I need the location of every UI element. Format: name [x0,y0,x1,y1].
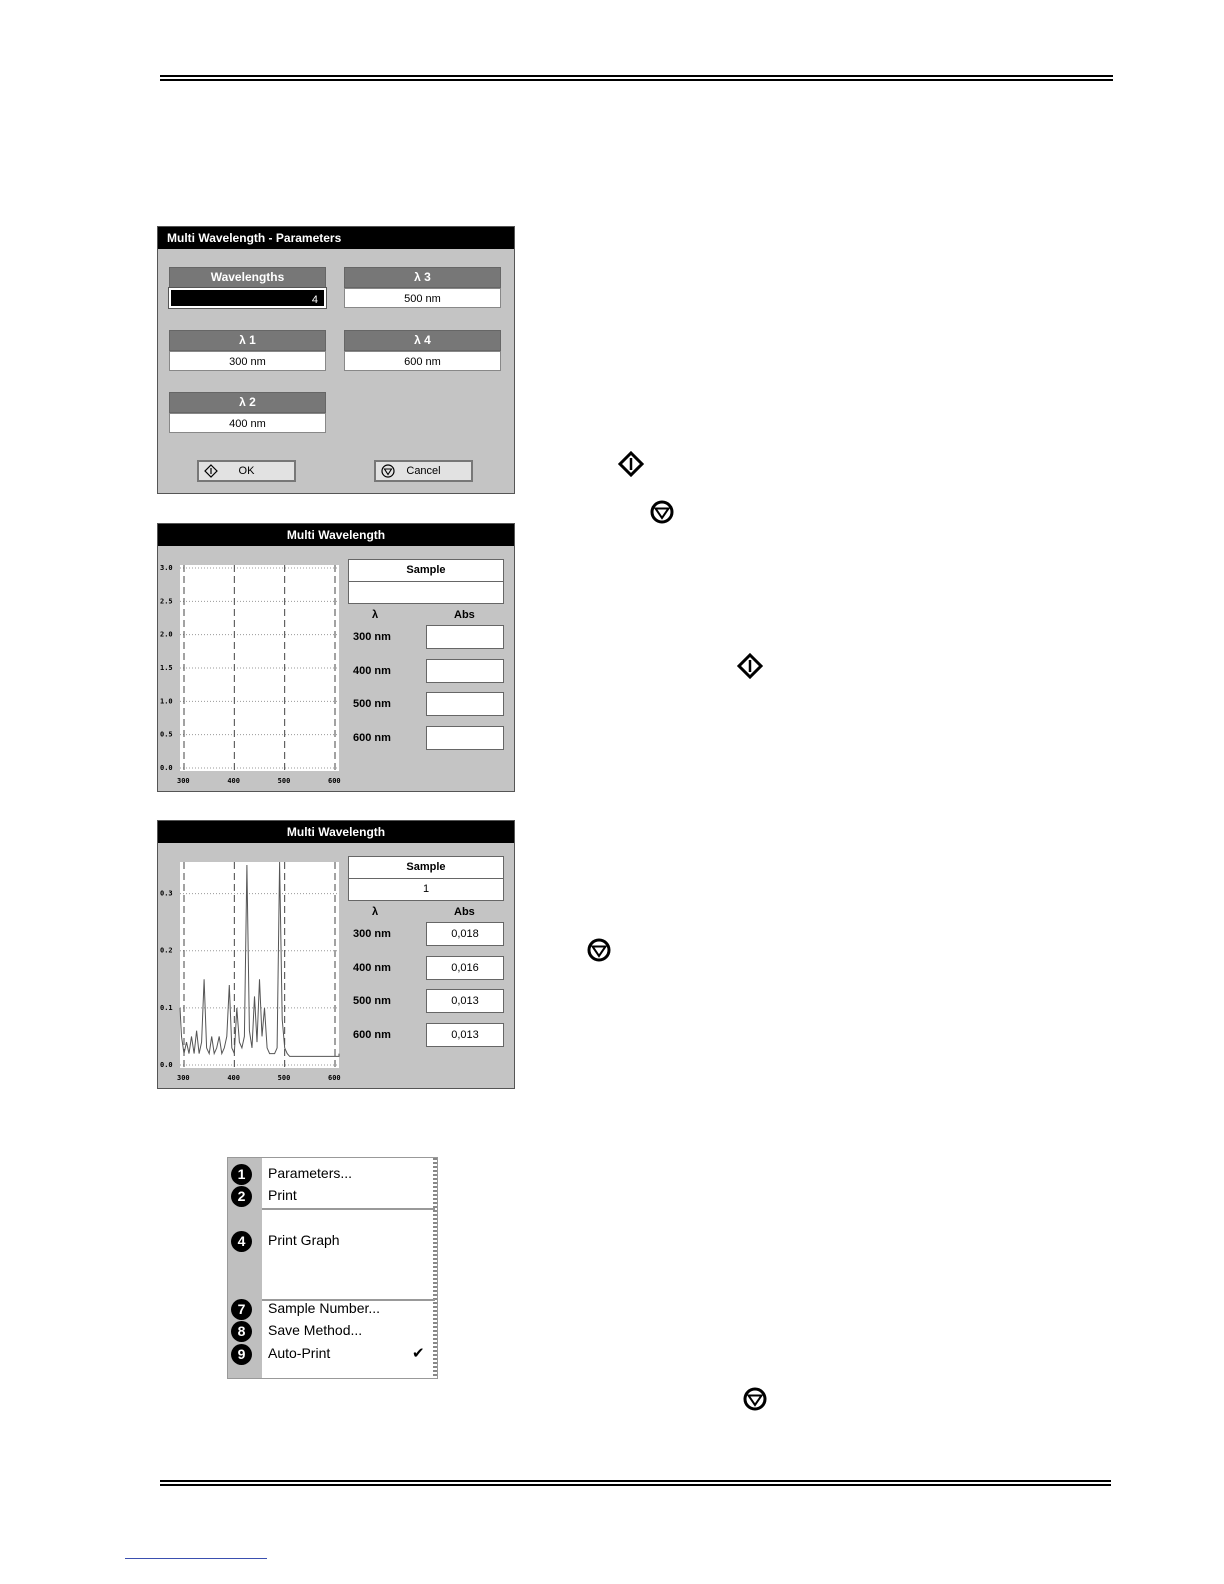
wavelengths-value[interactable]: 4 [169,288,326,308]
lambda-3-value[interactable]: 500 nm [344,288,501,308]
menu-item-sample-number[interactable] [228,1298,437,1320]
header-rule-1 [160,75,1113,77]
wavelengths-field[interactable] [169,267,326,308]
lambda-2-value[interactable]: 400 nm [169,413,326,433]
parameters-title: Multi Wavelength - Parameters [158,227,514,249]
stop-circle-icon [742,1386,768,1412]
header-rule-2 [160,79,1113,81]
menu-item-save-method[interactable] [228,1320,437,1342]
empty-screen-title: Multi Wavelength [158,524,514,546]
parameters-screen [157,226,515,494]
result-graph-y-tick-label: 0.2 [160,946,173,955]
result-graph-x-tick-label: 600 [328,1074,341,1082]
stop-circle-icon [586,937,612,963]
empty-row-2-wl: 400 nm [353,665,391,677]
empty-row-1-abs [426,625,504,649]
empty-sample-header: Sample [348,559,504,582]
footer-rule-2 [160,1484,1111,1486]
stop-circle-icon [381,464,395,478]
menu-item-print[interactable] [228,1185,437,1207]
empty-graph-y-tick-label: 2.0 [160,630,173,639]
result-row-4-abs: 0,013 [426,1023,504,1047]
result-row-3-wl: 500 nm [353,995,391,1007]
menu-item-print-graph[interactable] [228,1230,437,1252]
run-diamond-icon [618,451,644,477]
empty-row-3-wl: 500 nm [353,698,391,710]
result-graph-x-tick-label: 400 [227,1074,240,1082]
empty-row-1-wl: 300 nm [353,631,391,643]
lambda-1-value[interactable]: 300 nm [169,351,326,371]
result-absorbance-graph [158,821,348,1090]
empty-graph-x-tick-label: 600 [328,777,341,785]
empty-graph-y-tick-label: 0.0 [160,764,173,772]
menu-item-print-label: Print [268,1187,297,1203]
empty-row-2-abs [426,659,504,683]
lambda-4-label: λ 4 [344,330,501,351]
result-row-1-abs: 0,018 [426,922,504,946]
result-row-2-abs: 0,016 [426,956,504,980]
footer-rule-1 [160,1480,1111,1482]
empty-col-lambda: λ [372,609,379,621]
empty-graph-x-tick-label: 500 [277,777,291,785]
stop-circle-icon [649,499,675,525]
empty-graph-y-tick-label: 1.5 [160,664,173,672]
empty-graph-y-tick-label: 0.5 [160,730,173,739]
result-graph-y-tick-label: 0.0 [160,1061,173,1069]
empty-graph-y-tick-label: 1.0 [160,697,173,706]
footer-link-underline [125,1558,267,1559]
empty-graph-y-tick-label: 2.5 [160,597,173,606]
menu-item-print-graph-label: Print Graph [268,1232,340,1248]
ok-label: OK [238,465,255,477]
empty-graph-y-tick-label: 3.0 [160,564,173,572]
result-graph-x-tick-label: 300 [177,1074,190,1082]
result-row-3-abs: 0,013 [426,989,504,1013]
menu-item-auto-print[interactable] [228,1343,437,1365]
result-sample-header: Sample [348,856,504,879]
result-graph-plot-area [180,862,339,1068]
result-graph-x-tick-label: 500 [277,1074,291,1082]
result-screen-title: Multi Wavelength [158,821,514,843]
lambda-2-label: λ 2 [169,392,326,413]
menu-item-auto-print-label: Auto-Print [268,1345,331,1361]
result-row-1-wl: 300 nm [353,928,391,940]
number-7-icon: 7 [231,1299,252,1320]
empty-sample-value [348,581,504,604]
menu-item-parameters-label: Parameters... [268,1165,353,1181]
result-sample-value: 1 [348,878,504,901]
lambda-4-value[interactable]: 600 nm [344,351,501,371]
lambda-3-label: λ 3 [344,267,501,288]
cancel-label: Cancel [406,465,441,477]
number-8-icon: 8 [231,1321,252,1342]
result-row-4-wl: 600 nm [353,1029,391,1041]
empty-graph-x-tick-label: 300 [177,777,190,785]
empty-row-4-abs [426,726,504,750]
empty-graph-x-tick-label: 400 [227,777,240,785]
lambda-4-field[interactable] [344,330,501,371]
menu-item-parameters[interactable] [228,1163,437,1185]
number-2-icon: 2 [231,1186,252,1207]
result-row-2-wl: 400 nm [353,962,391,974]
empty-absorbance-graph [158,524,348,793]
result-graph-y-tick-label: 0.1 [160,1003,173,1012]
number-9-icon: 9 [231,1344,252,1365]
menu-item-sample-number-label: Sample Number... [268,1300,381,1316]
multi-wavelength-screen-empty [157,523,515,792]
empty-row-3-abs [426,692,504,716]
checkmark-icon: ✔ [412,1345,425,1362]
menu-separator [262,1208,435,1210]
wavelengths-label: Wavelengths [169,267,326,288]
lambda-3-field[interactable] [344,267,501,308]
result-col-lambda: λ [372,906,379,918]
lambda-1-label: λ 1 [169,330,326,351]
empty-col-abs: Abs [454,609,475,621]
ok-button[interactable] [197,460,296,482]
lambda-2-field[interactable] [169,392,326,433]
number-1-icon: 1 [231,1164,252,1185]
multi-wavelength-screen-result [157,820,515,1089]
menu-item-save-method-label: Save Method... [268,1322,363,1338]
options-menu [227,1157,438,1379]
run-diamond-icon [204,464,218,478]
empty-row-4-wl: 600 nm [353,732,391,744]
result-graph-y-tick-label: 0.3 [160,889,173,898]
lambda-1-field[interactable] [169,330,326,371]
run-diamond-icon [737,653,763,679]
result-col-abs: Abs [454,906,475,918]
cancel-button[interactable] [374,460,473,482]
number-4-icon: 4 [231,1231,252,1252]
